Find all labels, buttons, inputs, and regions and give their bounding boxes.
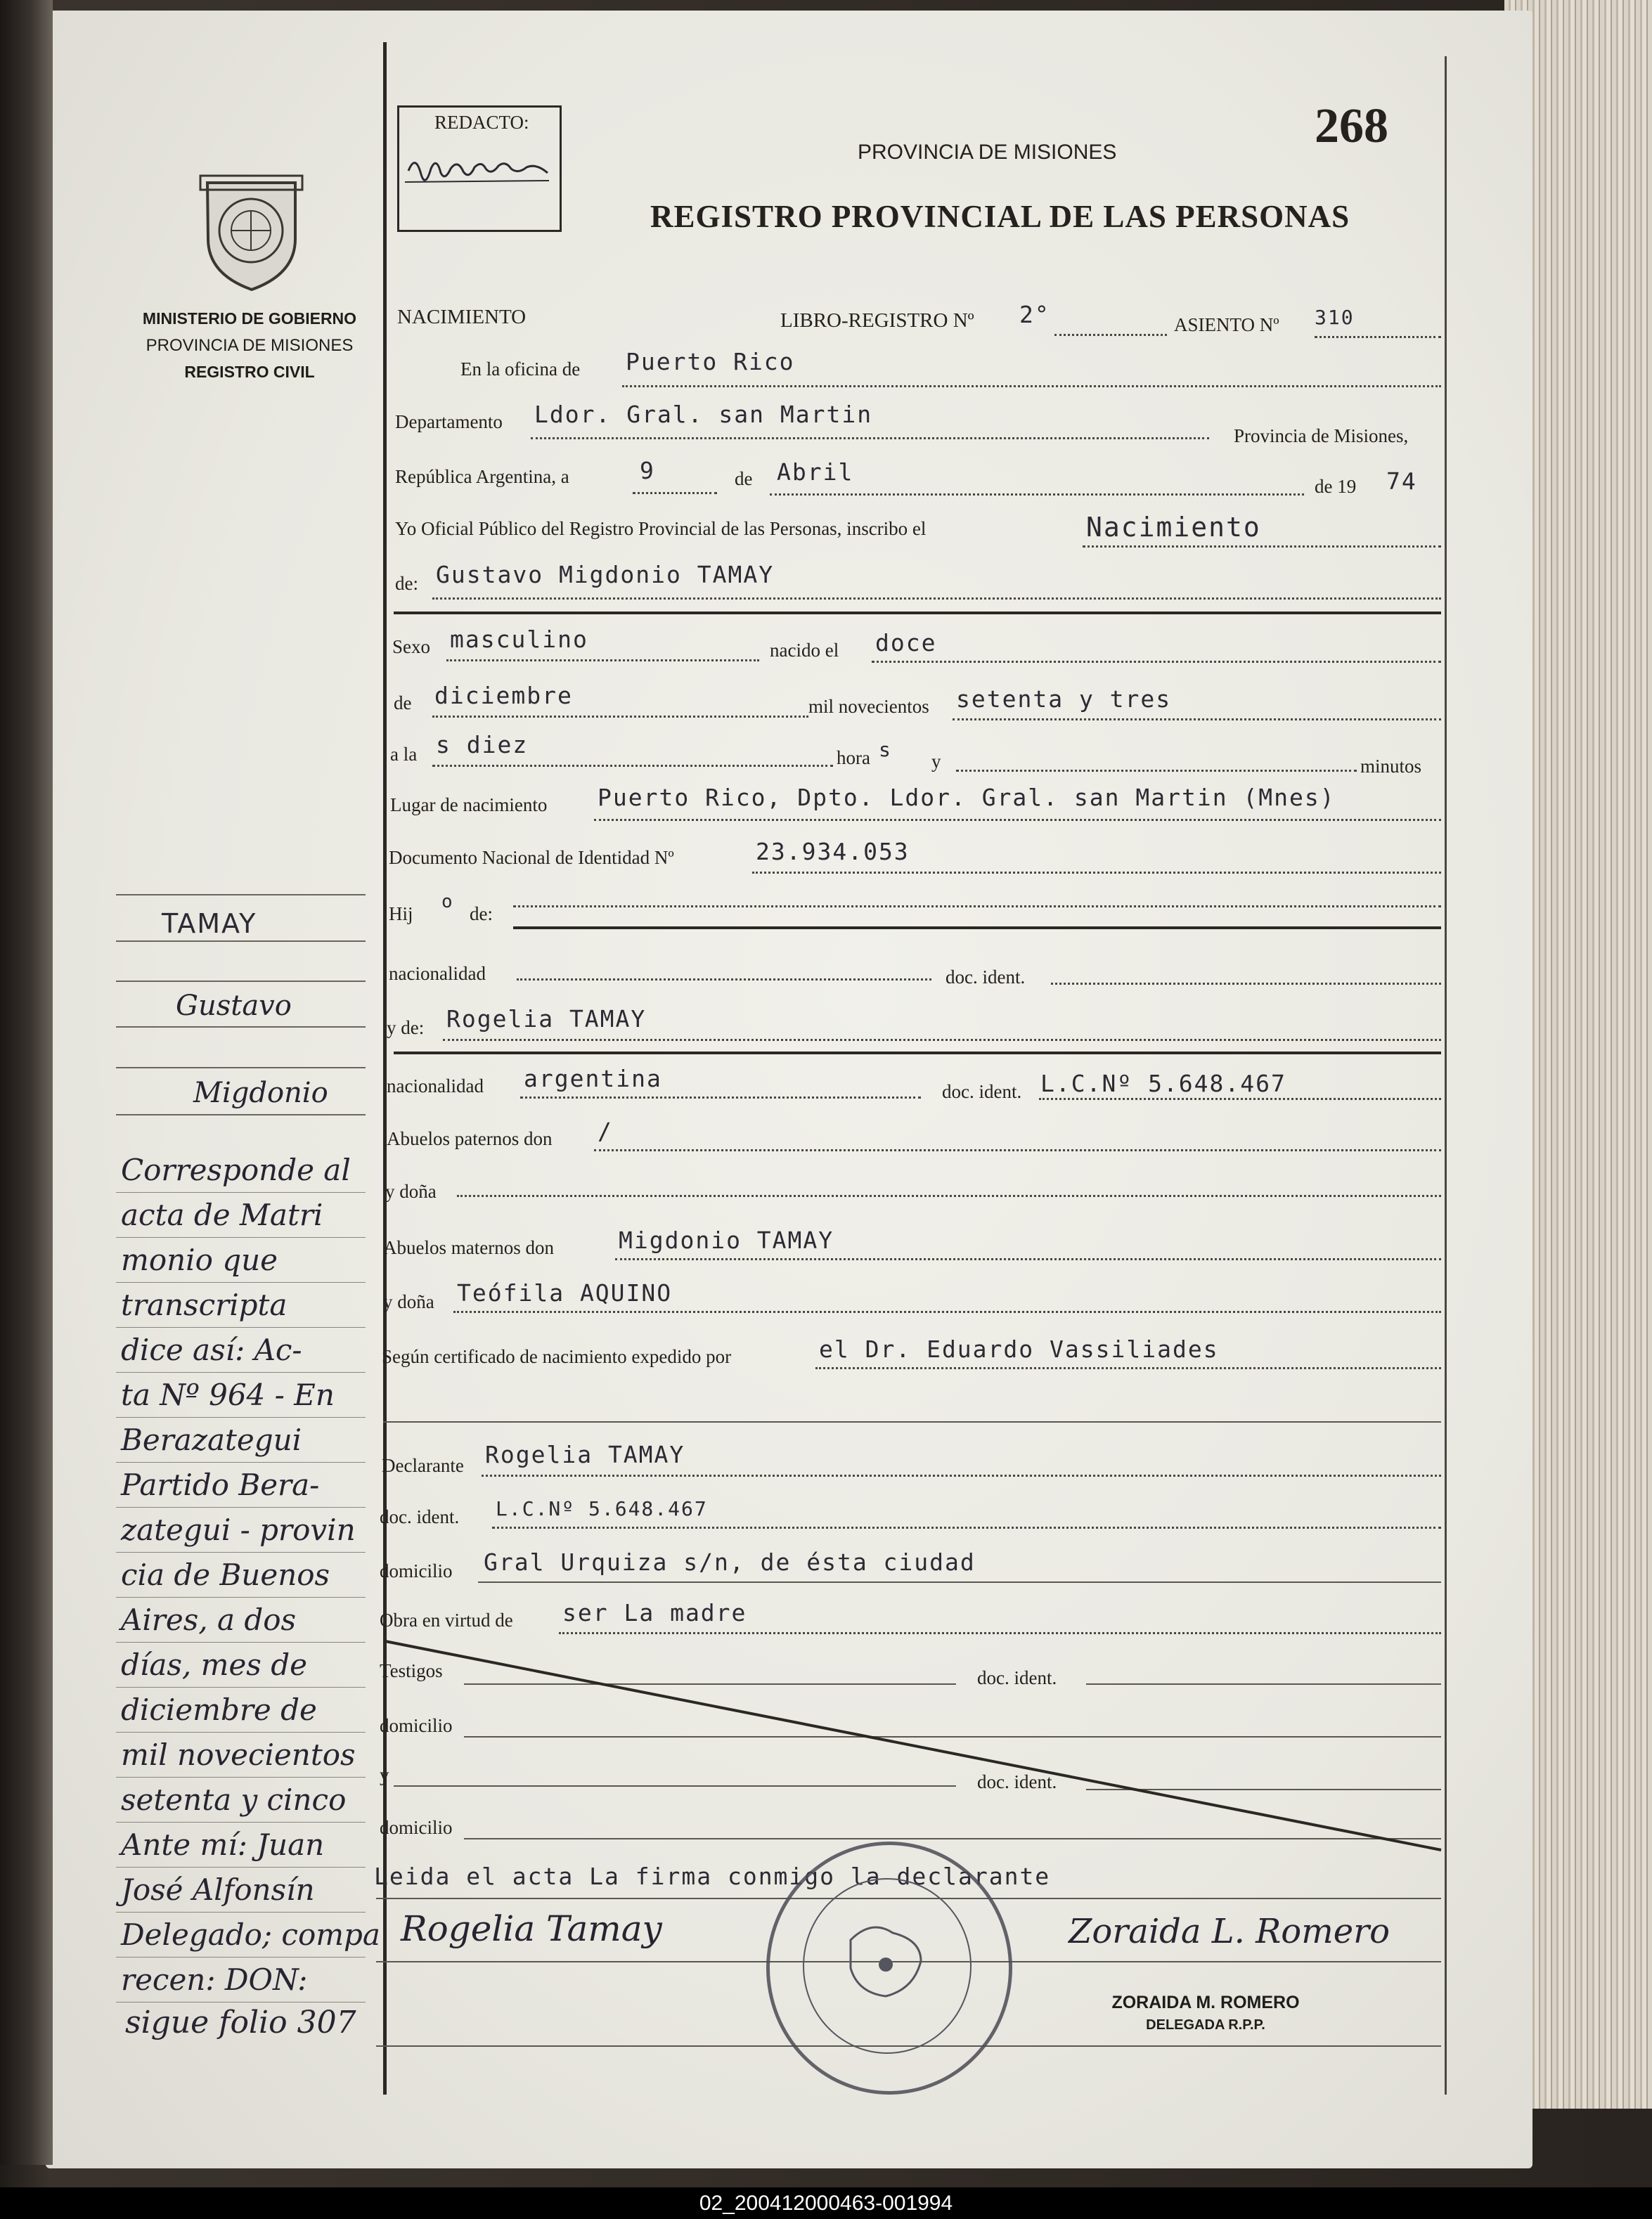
testigo2-doc-label: doc. ident. (977, 1771, 1057, 1792)
mes-nac-value: diciembre (434, 682, 573, 709)
republica-label: República Argentina, a (395, 466, 569, 487)
margin-rule (116, 1912, 366, 1913)
hora-label: hora (837, 747, 870, 768)
margin-note-line: transcripta (121, 1288, 288, 1322)
abuelos-pat-value: / (598, 1118, 613, 1145)
registry-title: REGISTRO PROVINCIAL DE LAS PERSONAS (650, 199, 1350, 234)
margin-rule (116, 1552, 366, 1553)
margin-line-1 (116, 940, 366, 942)
margin-rule (116, 1462, 366, 1463)
libro-label: LIBRO-REGISTRO Nº (780, 309, 974, 332)
margin-note-line: Delegado; compa (121, 1917, 380, 1952)
madre-value: Rogelia TAMAY (446, 1005, 647, 1033)
hora-suffix: s (879, 738, 892, 761)
lugar-label: Lugar de nacimiento (390, 794, 548, 815)
nacido-value: doce (875, 629, 937, 656)
margin-rule (116, 1687, 366, 1688)
departamento-label: Departamento (395, 411, 503, 432)
name-value: Gustavo Migdonio TAMAY (436, 561, 775, 588)
margin-rule (116, 1822, 366, 1823)
dni-label: Documento Nacional de Identidad Nº (389, 847, 674, 868)
oficial-label: Yo Oficial Público del Registro Provincial de las Personas, inscribo el (395, 518, 927, 539)
declarante-doc-value: L.C.Nº 5.648.467 (496, 1497, 708, 1520)
de-label: de (735, 468, 753, 489)
margin-second-name: Migdonio (193, 1077, 328, 1109)
de2-label: de (394, 692, 412, 713)
margin-note-line: Aires, a dos (121, 1603, 297, 1637)
page-number: 268 (1315, 99, 1388, 153)
margin-rule (116, 1237, 366, 1238)
dia-value: 9 (640, 457, 655, 484)
dni-value: 23.934.053 (756, 838, 910, 865)
mes-value: Abril (777, 458, 854, 486)
oficina-value: Puerto Rico (626, 348, 795, 375)
margin-first-name: Gustavo (176, 990, 292, 1022)
margin-note-line: mil novecientos (121, 1738, 356, 1772)
obra-value: ser La madre (562, 1599, 747, 1626)
y-dona-label: y doña (385, 1181, 437, 1202)
doc-ident-label: doc. ident. (946, 966, 1026, 988)
testigo2-domicilio-label: domicilio (380, 1817, 453, 1838)
redacto-label: REDACTO: (434, 112, 529, 133)
departamento-value: Ldor. Gral. san Martin (534, 401, 873, 428)
anio-value: 74 (1386, 467, 1417, 495)
de-name-label: de: (395, 573, 418, 594)
y2-label: y (380, 1764, 389, 1785)
margin-note-line: Ante mí: Juan (121, 1827, 325, 1862)
ministry-line1: MINISTERIO DE GOBIERNO (142, 309, 357, 328)
anio-nac-value: setenta y tres (956, 685, 1172, 713)
margin-note-line: recen: DON: (121, 1962, 308, 1997)
abuelos-pat-label: Abuelos paternos don (387, 1128, 553, 1149)
de19-label: de 19 (1315, 476, 1357, 497)
doc-ident2-label: doc. ident. (380, 1506, 460, 1527)
ministry-line2: PROVINCIA DE MISIONES (146, 336, 354, 355)
inscribo-value: Nacimiento (1086, 512, 1261, 543)
margin-note-line: José Alfonsín (121, 1872, 315, 1907)
margin-rule (116, 1777, 366, 1778)
margin-note-line: Partido Bera- (121, 1468, 320, 1502)
a-las-label: a la (390, 744, 418, 765)
oficina-label: En la oficina de (460, 358, 581, 380)
margin-rule (116, 1507, 366, 1508)
testigo1-domicilio-label: domicilio (380, 1715, 453, 1736)
form-title: NACIMIENTO (397, 306, 527, 328)
margin-note-line: monio que (121, 1243, 278, 1277)
hijo-suffix: o (441, 891, 454, 912)
domicilio-label: domicilio (380, 1560, 453, 1581)
ministry-line3: REGISTRO CIVIL (184, 363, 315, 381)
nacionalidad-label: nacionalidad (389, 963, 486, 984)
hijo-de-label: de: (470, 903, 493, 924)
margin-rule (116, 1642, 366, 1643)
margin-rule (116, 1867, 366, 1868)
margin-rule (116, 1372, 366, 1373)
nacido-label: nacido el (770, 640, 839, 661)
obra-label: Obra en virtud de (380, 1610, 513, 1631)
declarante-label: Declarante (382, 1455, 464, 1476)
abuela-mat-value: Teófila AQUINO (457, 1279, 673, 1307)
margin-rule (116, 1597, 366, 1598)
margin-rule (116, 1282, 366, 1283)
minutos-label: minutos (1360, 756, 1422, 777)
margin-rule (116, 1732, 366, 1733)
mil-label: mil novecientos (808, 696, 929, 717)
margin-note-line: dice así: Ac- (121, 1333, 302, 1367)
testigos-label: Testigos (380, 1660, 443, 1681)
footer-id-text: 02_200412000463-001994 (699, 2192, 953, 2215)
province-header: PROVINCIA DE MISIONES (858, 141, 1117, 164)
margin-rule (116, 1192, 366, 1193)
margin-note-line: Berazategui (121, 1423, 302, 1457)
margin-note-line: zategui - provin (121, 1513, 356, 1547)
margin-line-3 (116, 1026, 366, 1028)
testigo1-doc-label: doc. ident. (977, 1667, 1057, 1688)
asiento-label: ASIENTO Nº (1174, 314, 1279, 335)
declarante-value: Rogelia TAMAY (485, 1441, 685, 1468)
signature-left: Rogelia Tamay (401, 1908, 662, 1949)
y-label: y (931, 751, 941, 772)
margin-note-line: Corresponde al (121, 1153, 351, 1187)
lugar-value: Puerto Rico, Dpto. Ldor. Gral. san Martin (Mnes) (598, 784, 1336, 811)
margin-note-line: días, mes de (121, 1648, 307, 1682)
certificado-value: el Dr. Eduardo Vassiliades (819, 1335, 1219, 1363)
certificado-label: Según certificado de nacimiento expedido por (382, 1346, 732, 1367)
margin-sigue: sigue folio 307 (125, 2005, 356, 2040)
official-name: ZORAIDA M. ROMERO (1111, 1993, 1300, 2012)
sexo-label: Sexo (392, 636, 430, 657)
sexo-value: masculino (450, 626, 588, 653)
provincia-suffix: Provincia de Misiones, (1234, 425, 1409, 446)
margin-rule (116, 1327, 366, 1328)
margin-note-line: cia de Buenos (121, 1558, 330, 1592)
margin-note-line: setenta y cinco (121, 1783, 347, 1817)
nacionalidad2-label: nacionalidad (387, 1075, 484, 1096)
domicilio-value: Gral Urquiza s/n, de ésta ciudad (484, 1548, 976, 1576)
margin-line-5 (116, 1114, 366, 1115)
abuelo-mat-value: Migdonio TAMAY (619, 1227, 834, 1254)
margin-rule (116, 1957, 366, 1958)
margin-rule (116, 2002, 366, 2003)
margin-surname: TAMAY (162, 908, 257, 939)
nacionalidad2-value: argentina (524, 1065, 662, 1092)
margin-line-top (116, 894, 366, 895)
hijo-label: Hij (389, 903, 413, 924)
madre-doc-value: L.C.Nº 5.648.467 (1040, 1070, 1286, 1097)
signature-right: Zoraida L. Romero (1069, 1912, 1390, 1951)
margin-note-line: acta de Matri (121, 1198, 323, 1232)
abuelos-mat-label: Abuelos maternos don (383, 1237, 554, 1258)
official-role: DELEGADA R.P.P. (1146, 2017, 1265, 2033)
margin-rule (116, 1417, 366, 1418)
seal-map-icon (830, 1912, 942, 2017)
margin-note-line: diciembre de (121, 1693, 317, 1727)
y-dona2-label: y doña (383, 1291, 434, 1312)
asiento-value: 310 (1315, 306, 1355, 329)
doc-ident-mother-label: doc. ident. (942, 1081, 1022, 1102)
margin-line-4 (116, 1067, 366, 1068)
y-de-label: y de: (387, 1017, 425, 1038)
margin-note-line: ta Nº 964 - En (121, 1378, 335, 1412)
leida-value: Leida el acta La firma conmigo la declarante (374, 1863, 1051, 1890)
hora-value: s diez (436, 731, 529, 758)
libro-value: 2° (1019, 301, 1050, 328)
margin-line-2 (116, 981, 366, 982)
